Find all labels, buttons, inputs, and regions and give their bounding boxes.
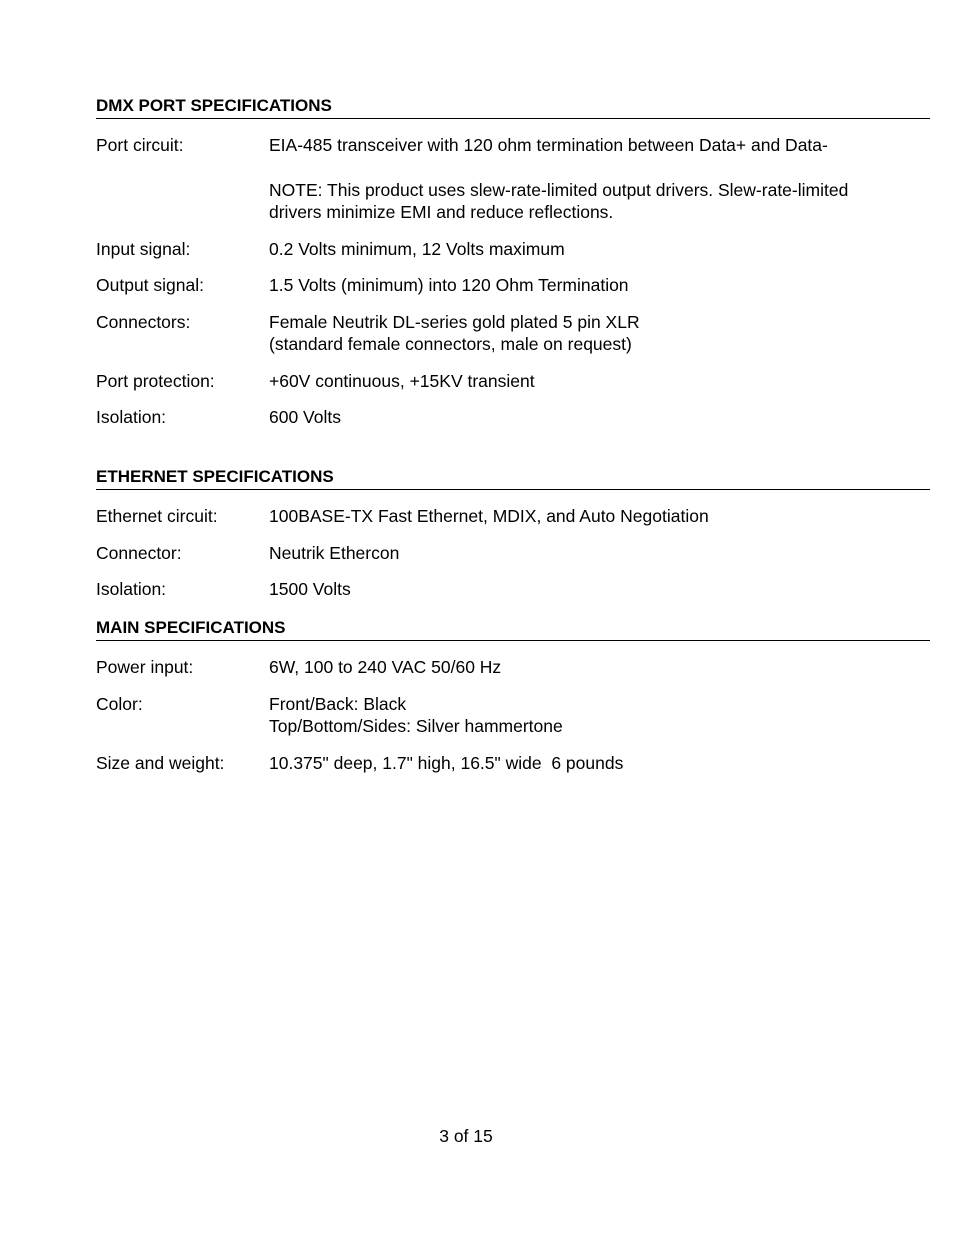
spec-value-line: Female Neutrik DL-series gold plated 5 pin XLR bbox=[269, 311, 640, 332]
spec-value-line: 100BASE-TX Fast Ethernet, MDIX, and Auto Negotiation bbox=[269, 506, 709, 526]
ethernet-section bbox=[96, 467, 930, 601]
spec-value-line: EIA-485 transceiver with 120 ohm termination between Data+ and Data- bbox=[269, 135, 828, 155]
spec-row-port-protection bbox=[96, 370, 930, 393]
spec-value bbox=[269, 406, 930, 429]
main-section bbox=[96, 618, 930, 774]
spec-value-line: 1.5 Volts (minimum) into 120 Ohm Termination bbox=[269, 275, 629, 295]
spec-row-connectors bbox=[96, 311, 930, 356]
spec-value bbox=[269, 134, 930, 224]
spec-value-line: Top/Bottom/Sides: Silver hammertone bbox=[269, 716, 563, 736]
spec-label: Ethernet circuit: bbox=[96, 506, 218, 526]
spec-value-line: 10.375" deep, 1.7" high, 16.5" wide 6 pounds bbox=[269, 752, 624, 773]
spec-label: Connector: bbox=[96, 542, 182, 563]
spec-label: Isolation: bbox=[96, 579, 167, 599]
spec-row-isolation bbox=[96, 578, 930, 601]
spec-label: Port circuit: bbox=[96, 135, 184, 155]
spec-value bbox=[269, 693, 930, 738]
spec-value bbox=[269, 370, 930, 393]
spec-row-connector bbox=[96, 542, 930, 565]
spec-row-power-input bbox=[96, 656, 930, 679]
spec-value bbox=[269, 656, 930, 679]
spec-value bbox=[269, 311, 930, 356]
note-line: drivers minimize EMI and reduce reflections. bbox=[269, 202, 614, 222]
dmx-section-title: DMX PORT SPECIFICATIONS bbox=[96, 96, 930, 119]
spec-value-line: (standard female connectors, male on request) bbox=[269, 334, 632, 354]
slew-rate-note bbox=[269, 179, 930, 224]
dmx-section bbox=[96, 96, 930, 429]
main-section-title: MAIN SPECIFICATIONS bbox=[96, 618, 930, 641]
spec-row-ethernet-circuit bbox=[96, 505, 930, 528]
ethernet-section-title: ETHERNET SPECIFICATIONS bbox=[96, 467, 930, 490]
spec-label: Size and weight: bbox=[96, 752, 225, 773]
spec-value-line: 600 Volts bbox=[269, 407, 341, 427]
spec-row-output-signal bbox=[96, 274, 930, 297]
spec-label: Power input: bbox=[96, 657, 194, 677]
spec-label: Color: bbox=[96, 693, 143, 714]
spec-row-color bbox=[96, 693, 930, 738]
spec-value-line: Neutrik Ethercon bbox=[269, 542, 400, 563]
spec-label: Output signal: bbox=[96, 275, 204, 295]
spec-row-size-weight bbox=[96, 752, 930, 775]
page-number: 3 of 15 bbox=[439, 1126, 493, 1146]
spec-label: Connectors: bbox=[96, 311, 191, 332]
spec-value-line: Front/Back: Black bbox=[269, 693, 407, 714]
spec-row-port-circuit bbox=[96, 134, 930, 224]
spec-row-isolation bbox=[96, 406, 930, 429]
note-line: NOTE: This product uses slew-rate-limited output drivers. Slew-rate-limited bbox=[269, 179, 849, 200]
spec-label: Port protection: bbox=[96, 370, 215, 391]
spec-row-input-signal bbox=[96, 238, 930, 261]
spec-value bbox=[269, 505, 930, 528]
spec-label: Input signal: bbox=[96, 238, 191, 259]
spec-value bbox=[269, 542, 930, 565]
spec-value bbox=[269, 238, 930, 261]
spec-value-line: 0.2 Volts minimum, 12 Volts maximum bbox=[269, 238, 565, 259]
spec-value-line: 6W, 100 to 240 VAC 50/60 Hz bbox=[269, 657, 502, 677]
spec-value bbox=[269, 752, 930, 775]
spec-value bbox=[269, 578, 930, 601]
spec-value-line: 1500 Volts bbox=[269, 579, 351, 599]
spec-label: Isolation: bbox=[96, 407, 167, 427]
spec-value bbox=[269, 274, 930, 297]
spec-value-line: +60V continuous, +15KV transient bbox=[269, 370, 535, 391]
